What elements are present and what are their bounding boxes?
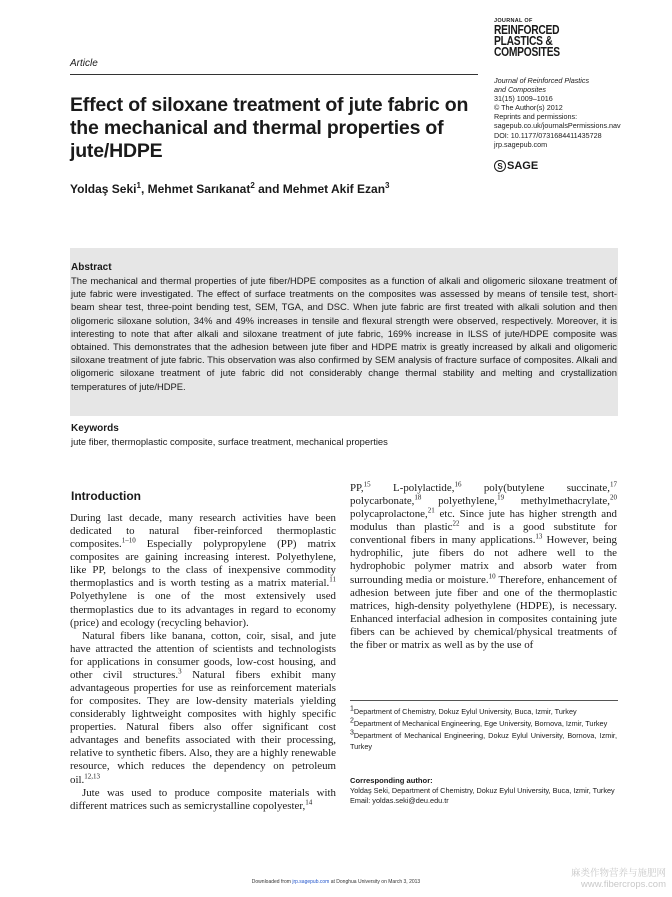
author-affiliation-mark: 2 <box>250 181 255 190</box>
journal-logo <box>494 19 574 58</box>
affiliation-text: Department of Chemistry, Dokuz Eylul University, Buca, Izmir, Turkey <box>353 707 577 716</box>
affiliation-item <box>350 707 617 717</box>
body-column-left <box>70 512 336 813</box>
affiliation-item <box>350 719 617 729</box>
body-paragraph <box>350 482 617 652</box>
meta-line: 31(15) 1009–1016 <box>494 94 553 104</box>
paragraph-text: Polyethylene is one of the most extensively used thermoplastics due to its advantages in regard to economy (price) and ecology (recycling behavior). <box>70 590 336 629</box>
paragraph-text: Natural fibers like banana, cotton, coir, sisal, and jute have attracted the attention of scientists and technologists for applications in consumer goods, low-cost housing, and other civil structures. <box>70 629 336 681</box>
citation-ref[interactable]: 15 <box>363 480 371 489</box>
download-notice-pre: Downloaded from <box>251 879 293 885</box>
meta-line: Journal of Reinforced Plastics <box>494 76 590 85</box>
body-paragraph <box>70 787 336 813</box>
meta-line[interactable]: sagepub.co.uk/journalsPermissions.nav <box>494 121 621 131</box>
citation-ref[interactable]: 13 <box>535 532 543 541</box>
watermark-line: 麻类作物营养与施肥网 <box>570 868 666 879</box>
citation-ref[interactable]: 11 <box>329 575 336 584</box>
affiliation-mark: 2 <box>350 717 354 725</box>
author-separator: and <box>254 182 283 196</box>
body-paragraph <box>70 512 336 630</box>
paragraph-text: PP, <box>350 482 364 494</box>
paragraph-text: However, being hydrophilic, jute fibers do not adhere well to the hydrophobic polymer matrix and absorb water from surrounding media or moisture. <box>350 534 617 586</box>
affiliation-item <box>350 731 617 751</box>
meta-line[interactable]: jrp.sagepub.com <box>494 139 548 149</box>
paragraph-text: methylmethacrylate, <box>504 495 610 508</box>
citation-ref[interactable]: 1–10 <box>121 536 136 545</box>
journal-metadata <box>494 76 621 149</box>
download-link[interactable]: jrp.sagepub.com <box>292 879 330 885</box>
meta-line: and Composites <box>494 85 546 95</box>
paragraph-text: Therefore, enhancement of adhesion between jute fiber and one of the thermoplastic matrices, high-density polyethylene (HDPE), is necessary. Enhanced interfacial adhesion in composites containing jute fibers can be achieved by chemical/physical treatments of the fiber or matrix as well as by the use of <box>350 573 617 651</box>
section-heading-introduction: Introduction <box>71 489 141 503</box>
citation-ref[interactable]: 19 <box>497 493 505 502</box>
citation-ref[interactable]: 22 <box>452 519 460 528</box>
paragraph-text: During last decade, many research activities have been dedicated to natural fiber-reinforced thermoplastic composites. <box>70 512 336 551</box>
author-affiliation-mark: 3 <box>385 181 390 190</box>
citation-ref[interactable]: 18 <box>414 493 422 502</box>
affiliations <box>350 707 617 754</box>
journal-logo-line: PLASTICS & <box>494 33 553 48</box>
citation-ref[interactable]: 17 <box>609 480 617 489</box>
paragraph-text: and is a good substitute for conventional fibers in many applications. <box>350 521 618 547</box>
body-column-right <box>350 482 617 652</box>
paragraph-text: etc. Since jute has higher strength and modulus than plastic <box>350 508 617 534</box>
citation-ref[interactable]: 21 <box>427 506 435 515</box>
corresponding-author <box>350 776 617 807</box>
corresponding-line: Yoldaş Seki, Department of Chemistry, Dokuz Eylul University, Buca, Izmir, Turkey <box>350 786 615 796</box>
paragraph-text: L-polylactide, <box>370 482 455 494</box>
footnote-rule <box>350 700 618 701</box>
sage-mark-icon: S <box>494 160 506 172</box>
author-name: Yoldaş Seki <box>70 182 137 196</box>
citation-ref[interactable]: 10 <box>488 571 496 580</box>
paragraph-text: poly(butylene succinate, <box>461 482 610 494</box>
abstract-text: The mechanical and thermal properties of jute fiber/HDPE composites as a function of alkali and oligomeric siloxane treatment of jute fabric were investigated. The effect of surface treatments on the composites was assessed by means of tensile test, short-beam shear test, three-point bending test, SEM, TGA, and DSC. When jute fabric are first treated with alkali solution and then oligomeric siloxane solution, 34% and 49% increases in tensile and flexural strength were observed, respectively. Moreover, it is interesting to note that after alkali and siloxane treatment of jute fabric, 169% increase in ILSS of jute/HDPE composite was obtained. This demonstrates that the adhesion between jute fiber and HDPE matrix is greatly increased by alkali and oligomeric siloxane treatment of jute fabric. This observation was also confirmed by SEM analysis of fracture surface of composites. Alkali and oligomeric siloxane treatment of jute fabric did not considerably change thermal stability and melting and crystallization temperatures of jute/HDPE. <box>71 275 617 392</box>
publisher-logo <box>494 160 538 172</box>
meta-line: Reprints and permissions: <box>494 112 578 122</box>
citation-ref[interactable]: 12,13 <box>84 771 100 780</box>
paragraph-text: polycaprolactone, <box>350 508 428 521</box>
citation-ref[interactable]: 16 <box>454 480 462 489</box>
journal-logo-line: JOURNAL OF <box>494 18 533 24</box>
keywords-heading: Keywords <box>71 423 119 434</box>
meta-line: © The Author(s) 2012 <box>494 103 563 113</box>
publisher-logo-text: SAGE <box>507 160 539 172</box>
paragraph-text: Natural fibers exhibit many advantageous properties for use as reinforcement materials for composites. They are low-density materials yielding considerably lightweight composites with highly specific properties. Natural fibers also offer significant cost advantages and benefits associated with their processing, relative to synthetic fibers. Also, they are a highly renewable resource, which reduces the dependency on petroleum oil. <box>70 668 336 786</box>
author-separator: , <box>140 182 148 196</box>
download-notice-post: at Donghua University on March 3, 2013 <box>329 879 421 885</box>
paragraph-text: polycarbonate, <box>350 495 415 508</box>
corresponding-heading: Corresponding author: <box>350 776 433 785</box>
watermark-line: www.fibercrops.com <box>581 879 666 890</box>
author-list <box>70 182 389 196</box>
journal-logo-line: REINFORCED <box>494 22 560 37</box>
site-watermark <box>546 868 666 890</box>
abstract-heading: Abstract <box>71 262 112 273</box>
citation-ref[interactable]: 20 <box>610 493 617 502</box>
keywords-text: jute fiber, thermoplastic composite, surface treatment, mechanical properties <box>71 436 388 447</box>
affiliation-text: Department of Mechanical Engineering, Dokuz Eylul University, Bornova, Izmir, Turkey <box>350 731 617 751</box>
paragraph-text: Jute was used to produce composite materials with different matrices such as semicrystalline copolyester, <box>70 786 336 812</box>
article-title: Effect of siloxane treatment of jute fabric on the mechanical and thermal properties of jute/HDPE <box>70 94 469 162</box>
author-affiliation-mark: 1 <box>136 181 141 190</box>
citation-ref[interactable]: 3 <box>178 667 182 676</box>
affiliation-mark: 1 <box>350 705 354 713</box>
header-rule <box>70 74 478 75</box>
paragraph-text: Especially polypropylene (PP) matrix composites are gaining increasing interest. Polyethylene, like PP, belongs to the class of inexpensive commodity thermoplastics and is worth testing as a matrix material. <box>70 538 336 590</box>
journal-logo-line: COMPOSITES <box>494 44 560 59</box>
article-type-label: Article <box>70 58 98 69</box>
body-paragraph <box>70 630 336 787</box>
corresponding-email[interactable]: Email: yoldas.seki@deu.edu.tr <box>350 796 449 806</box>
author-name: Mehmet Akif Ezan <box>282 182 386 196</box>
paragraph-text: polyethylene, <box>421 495 498 508</box>
affiliation-text: Department of Mechanical Engineering, Ege University, Bornova, Izmir, Turkey <box>353 719 608 729</box>
author-name: Mehmet Sarıkanat <box>147 182 251 196</box>
citation-ref[interactable]: 14 <box>305 798 313 807</box>
meta-line: DOI: 10.1177/0731684411435728 <box>494 130 602 140</box>
affiliation-mark: 3 <box>350 729 354 737</box>
